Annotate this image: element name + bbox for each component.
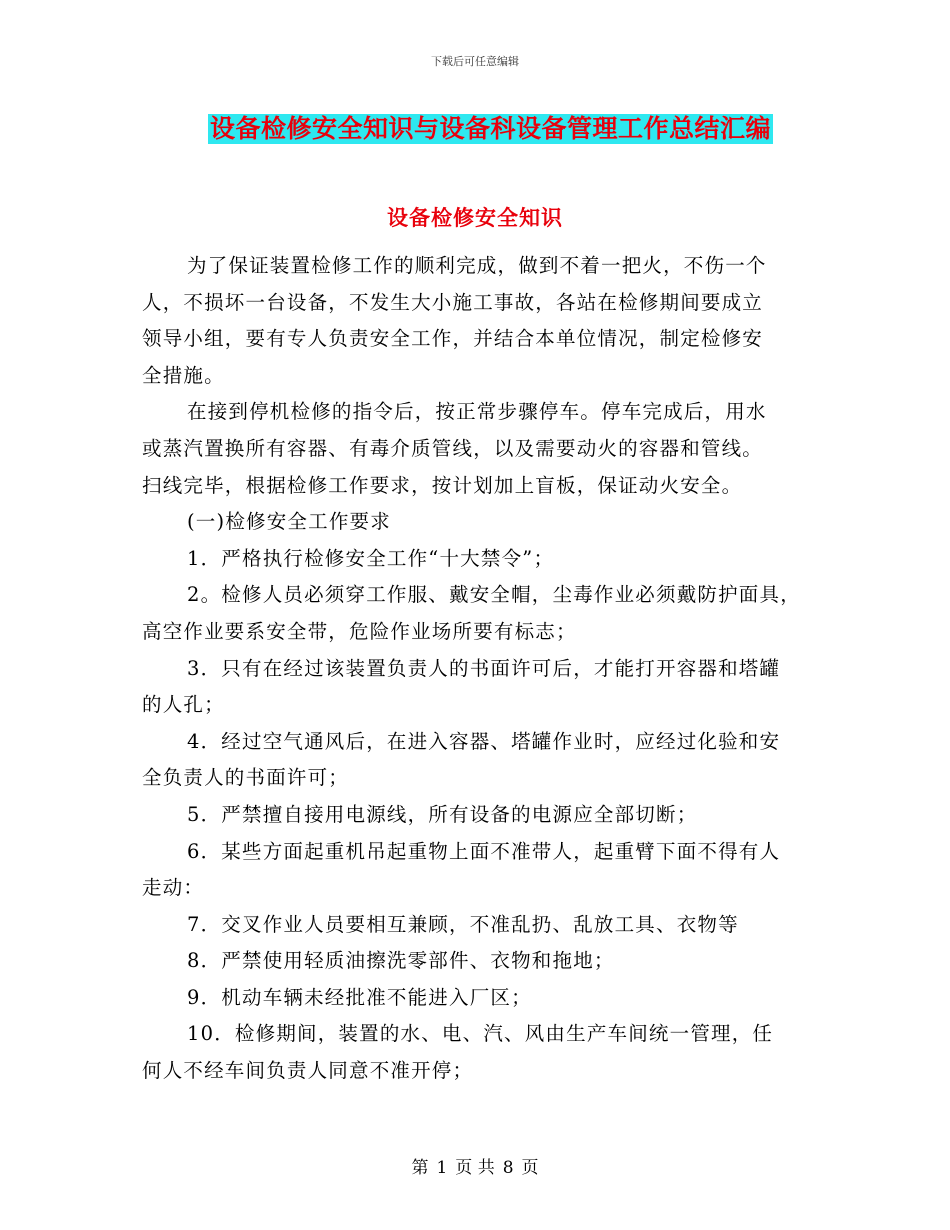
list-item-continuation: 全负责人的书面许可； bbox=[142, 766, 350, 790]
paragraph-line: 人，不损坏一台设备，不发生大小施工事故，各站在检修期间要成立 bbox=[142, 290, 764, 314]
paragraph-line: 或蒸汽置换所有容器、有毒介质管线，以及需要动火的容器和管线。 bbox=[142, 436, 764, 460]
section-title: 设备检修安全知识 bbox=[387, 206, 563, 230]
list-item-continuation: 何人不经车间负责人同意不准开停； bbox=[142, 1059, 474, 1083]
paragraph-line: 为了保证装置检修工作的顺利完成，做到不着一把火，不伤一个 bbox=[187, 254, 767, 277]
list-item: 3．只有在经过该装置负责人的书面许可后，才能打开容器和塔罐 bbox=[187, 656, 781, 680]
footer-suffix: 页 bbox=[521, 1158, 539, 1178]
list-item: 6．某些方面起重机吊起重物上面不准带人，起重臂下面不得有人 bbox=[187, 839, 781, 863]
list-item: 1．严格执行检修安全工作“十大禁令”； bbox=[187, 546, 555, 570]
list-item-continuation: 走动： bbox=[142, 876, 205, 900]
footer-total-pages: 8 bbox=[502, 1158, 514, 1178]
paragraph-line: 扫线完毕，根据检修工作要求，按计划加上盲板，保证动火安全。 bbox=[142, 473, 743, 497]
subsection-heading: (一)检修安全工作要求 bbox=[187, 510, 391, 534]
paragraph-line: 领导小组，要有专人负责安全工作，并结合本单位情况，制定检修安 bbox=[142, 327, 764, 351]
page-footer bbox=[0, 1153, 950, 1178]
footer-prefix: 第 bbox=[411, 1158, 429, 1178]
list-item: 5．严禁擅自接用电源线，所有设备的电源应全部切断； bbox=[187, 802, 698, 826]
paragraph-line: 全措施。 bbox=[142, 363, 225, 387]
list-item: 9．机动车辆未经批准不能进入厂区； bbox=[187, 985, 532, 1009]
list-item: 2。检修人员必须穿工作服、戴安全帽，尘毒作业必须戴防护面具， bbox=[187, 583, 801, 607]
document-title: 设备检修安全知识与设备科设备管理工作总结汇编 bbox=[210, 114, 772, 143]
list-item-continuation: 高空作业要系安全带，危险作业场所要有标志； bbox=[142, 619, 577, 643]
list-item: 4．经过空气通风后，在进入容器、塔罐作业时，应经过化验和安 bbox=[187, 729, 781, 753]
list-item-continuation: 的人孔； bbox=[142, 693, 225, 717]
list-item: 7．交叉作业人员要相互兼顾，不准乱扔、乱放工具、衣物等 bbox=[187, 912, 739, 936]
footer-page-number: 1 bbox=[436, 1158, 448, 1178]
list-item: 8．严禁使用轻质油擦洗零部件、衣物和拖地； bbox=[187, 949, 615, 973]
list-item: 10．检修期间，装置的水、电、汽、风由生产车间统一管理，任 bbox=[187, 1022, 774, 1046]
page-header-note: 下载后可任意编辑 bbox=[431, 55, 519, 68]
document-body bbox=[142, 248, 814, 1090]
paragraph-line: 在接到停机检修的指令后，按正常步骤停车。停车完成后，用水 bbox=[187, 400, 767, 424]
footer-middle: 页 共 bbox=[455, 1158, 495, 1178]
